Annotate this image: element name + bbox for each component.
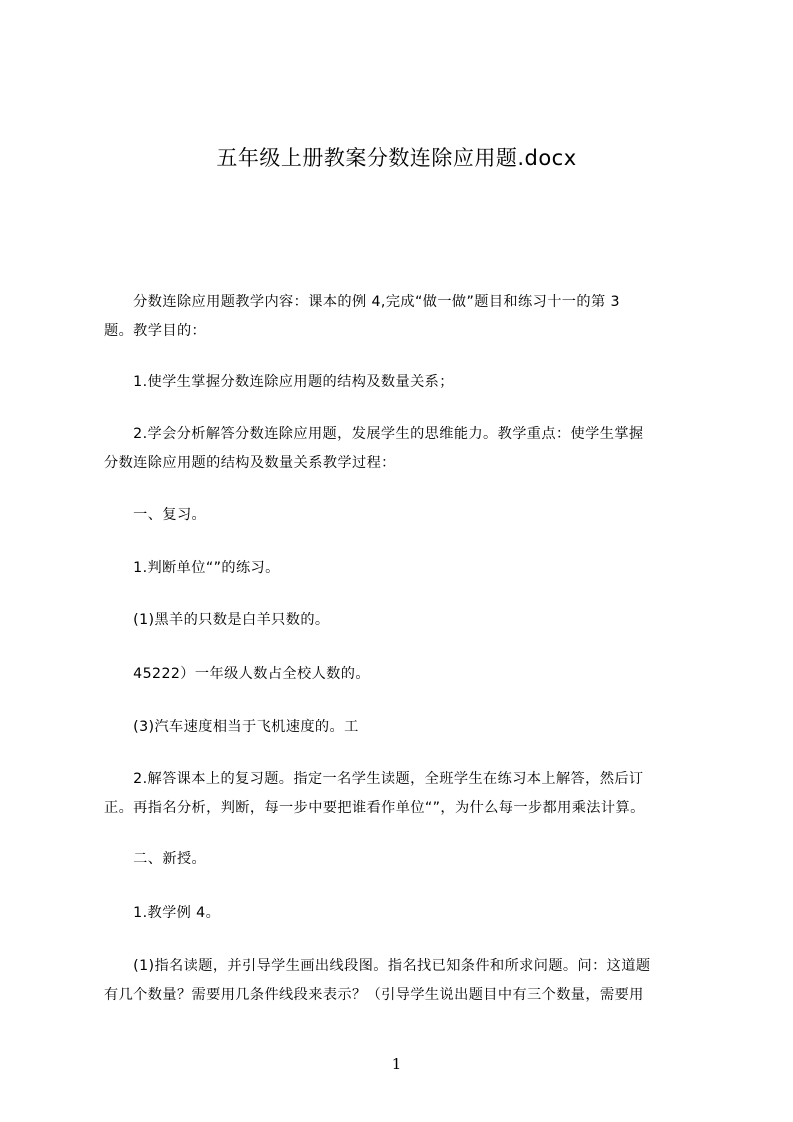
paragraph-line: 2.解答课本上的复习题。指定一名学生读题，全班学生在练习本上解答，然后订 (104, 771, 644, 787)
paragraph-objective-2 (104, 420, 694, 478)
paragraph-review-item-3 (104, 713, 694, 742)
paragraph-line: 有几个数量？需要用几条件线段来表示？（引导学生说出题目中有三个数量，需要用 (104, 987, 644, 1003)
paragraph-line: 1.判断单位“”的练习。 (104, 560, 280, 576)
paragraph-line: 1.使学生掌握分数连除应用题的结构及数量关系； (104, 374, 454, 390)
paragraph-review-item-1 (104, 606, 694, 635)
paragraph-example-4 (104, 899, 694, 928)
paragraph-line: (1)指名读题，并引导学生画出线段图。指名找已知条件和所求问题。问：这道题 (104, 958, 651, 974)
paragraph-review-1 (104, 554, 694, 583)
paragraph-line: 二、新授。 (104, 851, 207, 867)
document-title: 五年级上册教案分数连除应用题.docx (216, 146, 577, 170)
paragraph-line: 分数连除应用题的结构及数量关系教学过程： (104, 455, 396, 471)
paragraph-line: 一、复习。 (104, 507, 207, 523)
paragraph-intro (104, 288, 694, 346)
paragraph-line: 45222）一年级人数占全校人数的。 (104, 666, 370, 682)
paragraph-example-4-step-1 (104, 952, 694, 1010)
paragraph-line: 1.教学例 4。 (104, 905, 221, 921)
paragraph-line: (1)黑羊的只数是白羊只数的。 (104, 612, 330, 628)
paragraph-objective-1 (104, 368, 694, 397)
paragraph-line: 正。再指名分析，判断，每一步中要把谁看作单位“”，为什么每一步都用乘法计算。 (104, 800, 645, 816)
paragraph-line: 2.学会分析解答分数连除应用题，发展学生的思维能力。教学重点：使学生掌握 (104, 426, 644, 442)
paragraph-line: 分数连除应用题教学内容：课本的例 4,完成“做一做”题目和练习十一的第 3 (104, 294, 620, 310)
paragraph-line: 题。教学目的： (104, 323, 207, 339)
section-heading-review (104, 501, 694, 530)
paragraph-review-2 (104, 765, 694, 823)
page-number: 1 (391, 1055, 402, 1073)
paragraph-line: (3)汽车速度相当于飞机速度的。工 (104, 719, 359, 735)
section-heading-new-lesson (104, 845, 694, 874)
paragraph-review-item-2 (104, 660, 694, 689)
